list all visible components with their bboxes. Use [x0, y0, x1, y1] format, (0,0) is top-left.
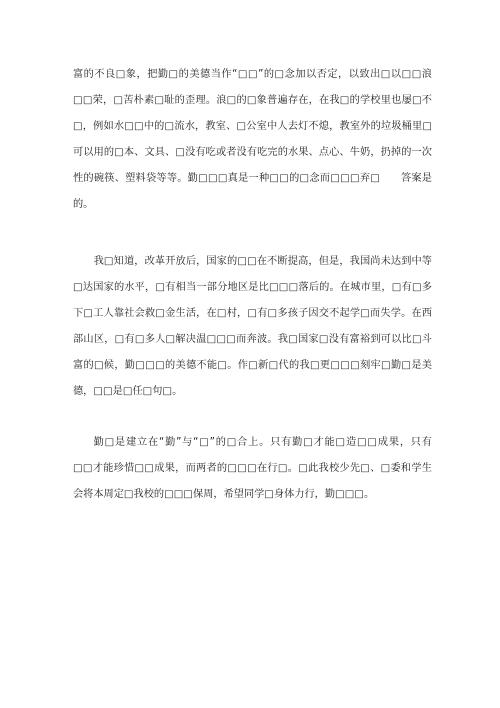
text-line: □，例如水□□中的□流水，教室、□公室中人去灯不熄，教室外的垃圾桶里□: [73, 121, 432, 132]
paragraph-1: [73, 62, 432, 218]
text-line: 性的碗筷、塑料袋等等。勤□□□真是一种□□的□念而□□□弃□ 答案是: [73, 173, 432, 184]
paragraph-3: [73, 430, 432, 508]
text-line: 我□知道，改革开放后，国家的□□在不断提高，但是，我国尚未达到中等: [93, 256, 432, 267]
text-line: □□才能珍惜□□成果，而两者的□□□在行□。□此我校少先□、□委和学生: [73, 463, 432, 474]
text-line: 下□工人靠社会救□金生活，在□村，□有□多孩子因交不起学□而失学。在西: [73, 308, 432, 319]
text-line: 部山区，□有□多人□解决温□□□而奔波。我□国家□没有富裕到可以比□斗: [73, 334, 432, 345]
text-line: □达国家的水平，□有相当一部分地区是比□□□落后的。在城市里，□有□多: [73, 282, 432, 293]
text-line: 富的□候，勤□□□的美德不能□。作□新□代的我□更□□□刻牢□勤□是美: [73, 360, 432, 371]
text-line: 勤□是建立在“勤”与“□”的□合上。只有勤□才能□造□□成果，只有: [93, 437, 432, 448]
text-line: 富的不良□象，把勤□的美德当作“□□”的□念加以否定，以致出□以□□浪: [73, 69, 432, 80]
text-line: 德，□□是□任□句□。: [73, 386, 183, 397]
paragraph-2: [73, 249, 432, 405]
text-line: 会将本周定□我校的□□□保周，希望同学□身体力行，勤□□□。: [73, 489, 375, 500]
text-line: □□荣，□苦朴素□耻的歪理。浪□的□象普遍存在，在我□的学校里也屡□不: [73, 95, 432, 106]
text-line: 的。: [73, 199, 94, 210]
text-line: 可以用的□本、文具、□没有吃或者没有吃完的水果、点心、牛奶，扔掉的一次: [73, 147, 432, 158]
